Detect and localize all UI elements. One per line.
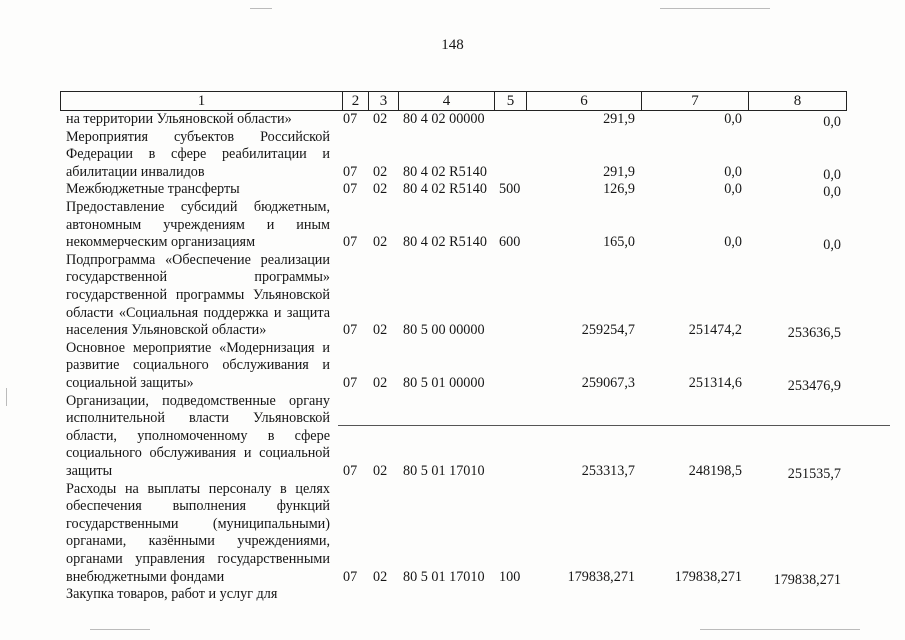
- cell-amount-col-6: 126,9: [603, 181, 635, 198]
- header-col-5: 5: [494, 92, 526, 110]
- cell-amount-col-8: 0,0: [823, 184, 841, 201]
- table-row: [0, 129, 905, 182]
- cell-target-article: 80 5 00 00000: [403, 322, 485, 339]
- cell-amount-col-7: 179838,271: [674, 568, 742, 585]
- cell-amount-col-7: 251314,6: [688, 375, 742, 391]
- cell-subsection: 02: [373, 568, 388, 585]
- scan-line: [338, 425, 890, 426]
- cell-subsection: 02: [373, 111, 388, 127]
- cell-section: 07: [343, 181, 358, 198]
- cell-amount-col-8: 253476,9: [787, 378, 841, 394]
- cell-section: 07: [343, 111, 358, 127]
- scan-speck: [250, 8, 272, 9]
- row-name: Межбюджетные трансферты: [66, 181, 240, 198]
- cell-amount-col-7: 0,0: [724, 111, 742, 127]
- table-row: [0, 111, 905, 129]
- cell-section: 07: [343, 463, 358, 479]
- row-name: Закупка товаров, работ и услуг для: [66, 586, 278, 603]
- cell-section: 07: [343, 375, 358, 391]
- scan-speck: [90, 629, 150, 630]
- header-col-4: 4: [398, 92, 494, 110]
- cell-amount-col-8: 251535,7: [787, 466, 841, 482]
- cell-section: 07: [343, 322, 358, 339]
- cell-section: 07: [343, 163, 358, 180]
- cell-amount-col-7: 0,0: [724, 181, 742, 198]
- row-name: Основное мероприятие «Модернизация и развитие социального обслуживания и социальной защиты»: [66, 339, 330, 391]
- cell-amount-col-7: 251474,2: [688, 322, 742, 339]
- header-col-7: 7: [641, 92, 748, 110]
- row-name: Расходы на выплаты персоналу в целях обеспечения выполнения функций государственными (муниципальными) органами, казёнными учреждениями, органами управления государственными внебюджетными фондами: [66, 480, 330, 585]
- cell-amount-col-7: 0,0: [724, 163, 742, 180]
- table-header: [60, 91, 847, 111]
- table-body: [0, 111, 905, 611]
- cell-amount-col-6: 259067,3: [581, 375, 635, 391]
- cell-amount-col-8: 179838,271: [773, 571, 841, 588]
- table-row: [0, 340, 905, 393]
- cell-subsection: 02: [373, 234, 388, 251]
- header-col-1: 1: [197, 93, 206, 109]
- cell-amount-col-6: 253313,7: [581, 463, 635, 479]
- row-name: на территории Ульяновской области»: [66, 111, 292, 127]
- cell-amount-col-6: 291,9: [603, 163, 635, 180]
- cell-subsection: 02: [373, 322, 388, 339]
- cell-amount-col-6: 291,9: [603, 111, 635, 127]
- row-name: Подпрограмма «Обеспечение реализации государственной программы» государственной программы Ульяновской области «Социальная поддержка и защита населения Ульяновской области»: [66, 251, 330, 339]
- cell-amount-col-8: 253636,5: [787, 325, 841, 342]
- row-name: Мероприятия субъектов Российской Федерации в сфере реабилитации и абилитации инвалидов: [66, 128, 330, 180]
- cell-subsection: 02: [373, 375, 388, 391]
- table-row: [0, 199, 905, 252]
- header-col-8: 8: [748, 92, 846, 110]
- cell-target-article: 80 5 01 17010: [403, 463, 485, 479]
- cell-target-article: 80 4 02 R5140: [403, 163, 487, 180]
- cell-amount-col-8: 0,0: [823, 237, 841, 254]
- cell-subsection: 02: [373, 181, 388, 198]
- scan-speck: [660, 8, 770, 9]
- cell-target-article: 80 5 01 17010: [403, 568, 485, 585]
- row-name: Предоставление субсидий бюджетным, автономным учреждениям и иным некоммерческим организациям: [66, 199, 330, 251]
- cell-section: 07: [343, 234, 358, 251]
- row-name: Организации, подведомственные органу исполнительной власти Ульяновской области, уполномоченному в сфере социального обслуживания и социальной защиты: [66, 392, 330, 479]
- cell-target-article: 80 5 01 00000: [403, 375, 485, 391]
- cell-target-article: 80 4 02 00000: [403, 111, 485, 127]
- cell-subsection: 02: [373, 163, 388, 180]
- cell-amount-col-6: 179838,271: [567, 568, 635, 585]
- table-row: [0, 252, 905, 340]
- cell-amount-col-6: 165,0: [603, 234, 635, 251]
- cell-amount-col-8: 0,0: [823, 166, 841, 183]
- cell-amount-col-6: 259254,7: [581, 322, 635, 339]
- cell-expense-type: 100: [499, 568, 521, 585]
- header-col-2: 2: [342, 92, 368, 110]
- table-row: [0, 586, 905, 604]
- header-col-3: 3: [368, 92, 398, 110]
- cell-amount-col-7: 0,0: [724, 234, 742, 251]
- scan-speck: [700, 629, 860, 630]
- table-row: [0, 181, 905, 199]
- cell-amount-col-8: 0,0: [823, 114, 841, 130]
- table-row: [0, 481, 905, 587]
- cell-subsection: 02: [373, 463, 388, 479]
- cell-section: 07: [343, 568, 358, 585]
- scan-speck: [6, 388, 7, 406]
- header-col-6: 6: [526, 92, 641, 110]
- cell-expense-type: 500: [499, 181, 521, 198]
- cell-target-article: 80 4 02 R5140: [403, 181, 487, 198]
- page-number: 148: [441, 37, 464, 53]
- table-row: [0, 393, 905, 481]
- cell-amount-col-7: 248198,5: [688, 463, 742, 479]
- cell-expense-type: 600: [499, 234, 521, 251]
- cell-target-article: 80 4 02 R5140: [403, 234, 487, 251]
